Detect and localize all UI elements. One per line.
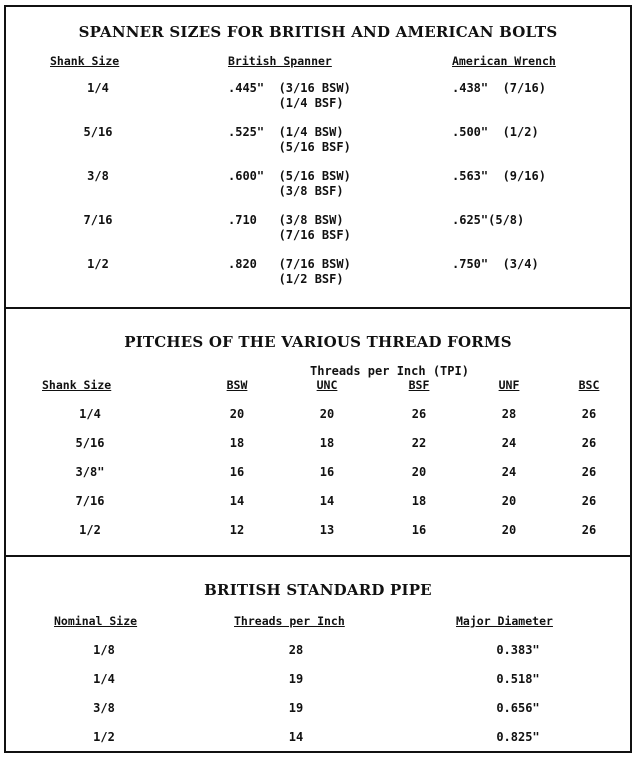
spanner-american: .438" (7/16) [452, 81, 546, 95]
pipe-tpi: 28 [288, 643, 304, 657]
pipe-nominal: 1/8 [93, 643, 115, 657]
spanner-american: .750" (3/4) [452, 257, 539, 271]
pitch-unc: 13 [319, 523, 335, 537]
spanner-british-bsf: (1/2 BSF) [228, 272, 344, 286]
pitch-header-unf: UNF [498, 378, 520, 392]
spanner-british-bsw: .445" (3/16 BSW) [228, 81, 351, 95]
thread-pitches-title: PITCHES OF THE VARIOUS THREAD FORMS [124, 333, 512, 351]
pitch-bsf: 20 [411, 465, 427, 479]
pitch-unf: 20 [501, 523, 517, 537]
tpi-group-header: Threads per Inch (TPI) [310, 364, 469, 378]
pipe-diameter: 0.656" [496, 701, 540, 715]
thread-pitches-section [6, 307, 630, 555]
pitch-bsf: 18 [411, 494, 427, 508]
pitch-bsf: 16 [411, 523, 427, 537]
spanner-shank: 5/16 [83, 125, 113, 139]
pitch-bsf: 26 [411, 407, 427, 421]
pitch-bsw: 20 [229, 407, 245, 421]
pipe-tpi: 14 [288, 730, 304, 744]
spanner-british-bsw: .820 (7/16 BSW) [228, 257, 351, 271]
pitch-shank: 7/16 [75, 494, 105, 508]
pipe-nominal: 3/8 [93, 701, 115, 715]
pitch-header-bsw: BSW [226, 378, 248, 392]
pitch-unc: 16 [319, 465, 335, 479]
pitch-shank: 3/8" [75, 465, 105, 479]
pipe-title: BRITISH STANDARD PIPE [204, 581, 432, 599]
pitch-shank: 1/2 [79, 523, 101, 537]
pipe-tpi: 19 [288, 701, 304, 715]
pitch-bsw: 16 [229, 465, 245, 479]
spanner-american: .563" (9/16) [452, 169, 546, 183]
pipe-tpi: 19 [288, 672, 304, 686]
pitch-bsw: 18 [229, 436, 245, 450]
spanner-british-bsw: .525" (1/4 BSW) [228, 125, 344, 139]
pitch-shank: 1/4 [79, 407, 101, 421]
spanner-shank: 3/8 [87, 169, 109, 183]
spanner-british-bsf: (1/4 BSF) [228, 96, 344, 110]
spanner-british-bsw: .710 (3/8 BSW) [228, 213, 344, 227]
spanner-header-shank: Shank Size [50, 54, 120, 68]
pipe-nominal: 1/2 [93, 730, 115, 744]
pitch-bsc: 26 [581, 523, 597, 537]
spanner-header-british: British Spanner [228, 54, 332, 68]
pipe-nominal: 1/4 [93, 672, 115, 686]
pitch-header-bsf: BSF [408, 378, 430, 392]
pitch-bsc: 26 [581, 494, 597, 508]
pitch-header-shank: Shank Size [42, 378, 112, 392]
spanner-sizes-title: SPANNER SIZES FOR BRITISH AND AMERICAN BOLTS [78, 23, 558, 41]
pitch-bsw: 14 [229, 494, 245, 508]
spanner-british-bsf: (5/16 BSF) [228, 140, 351, 154]
pipe-diameter: 0.825" [496, 730, 540, 744]
pitch-unf: 28 [501, 407, 517, 421]
spanner-american: .625"(5/8) [452, 213, 525, 227]
pitch-unf: 24 [501, 436, 517, 450]
pitch-bsf: 22 [411, 436, 427, 450]
spanner-shank: 1/2 [87, 257, 109, 271]
pitch-bsw: 12 [229, 523, 245, 537]
reference-sheet [4, 5, 632, 753]
spanner-british-bsf: (7/16 BSF) [228, 228, 351, 242]
british-standard-pipe-section [6, 555, 630, 753]
pitch-unf: 24 [501, 465, 517, 479]
pipe-header-tpi: Threads per Inch [234, 614, 345, 628]
pitch-header-unc: UNC [316, 378, 338, 392]
pitch-unc: 14 [319, 494, 335, 508]
pipe-diameter: 0.383" [496, 643, 540, 657]
spanner-british-bsw: .600" (5/16 BSW) [228, 169, 351, 183]
pipe-diameter: 0.518" [496, 672, 540, 686]
pitch-bsc: 26 [581, 465, 597, 479]
spanner-british-bsf: (3/8 BSF) [228, 184, 344, 198]
spanner-shank: 7/16 [83, 213, 113, 227]
pitch-header-bsc: BSC [578, 378, 600, 392]
spanner-shank: 1/4 [87, 81, 109, 95]
pitch-bsc: 26 [581, 407, 597, 421]
spanner-header-american: American Wrench [452, 54, 556, 68]
pitch-unf: 20 [501, 494, 517, 508]
pipe-header-diameter: Major Diameter [456, 614, 553, 628]
spanner-american: .500" (1/2) [452, 125, 539, 139]
pipe-header-nominal: Nominal Size [54, 614, 138, 628]
pitch-unc: 18 [319, 436, 335, 450]
pitch-unc: 20 [319, 407, 335, 421]
spanner-sizes-section [6, 7, 630, 307]
pitch-bsc: 26 [581, 436, 597, 450]
pitch-shank: 5/16 [75, 436, 105, 450]
